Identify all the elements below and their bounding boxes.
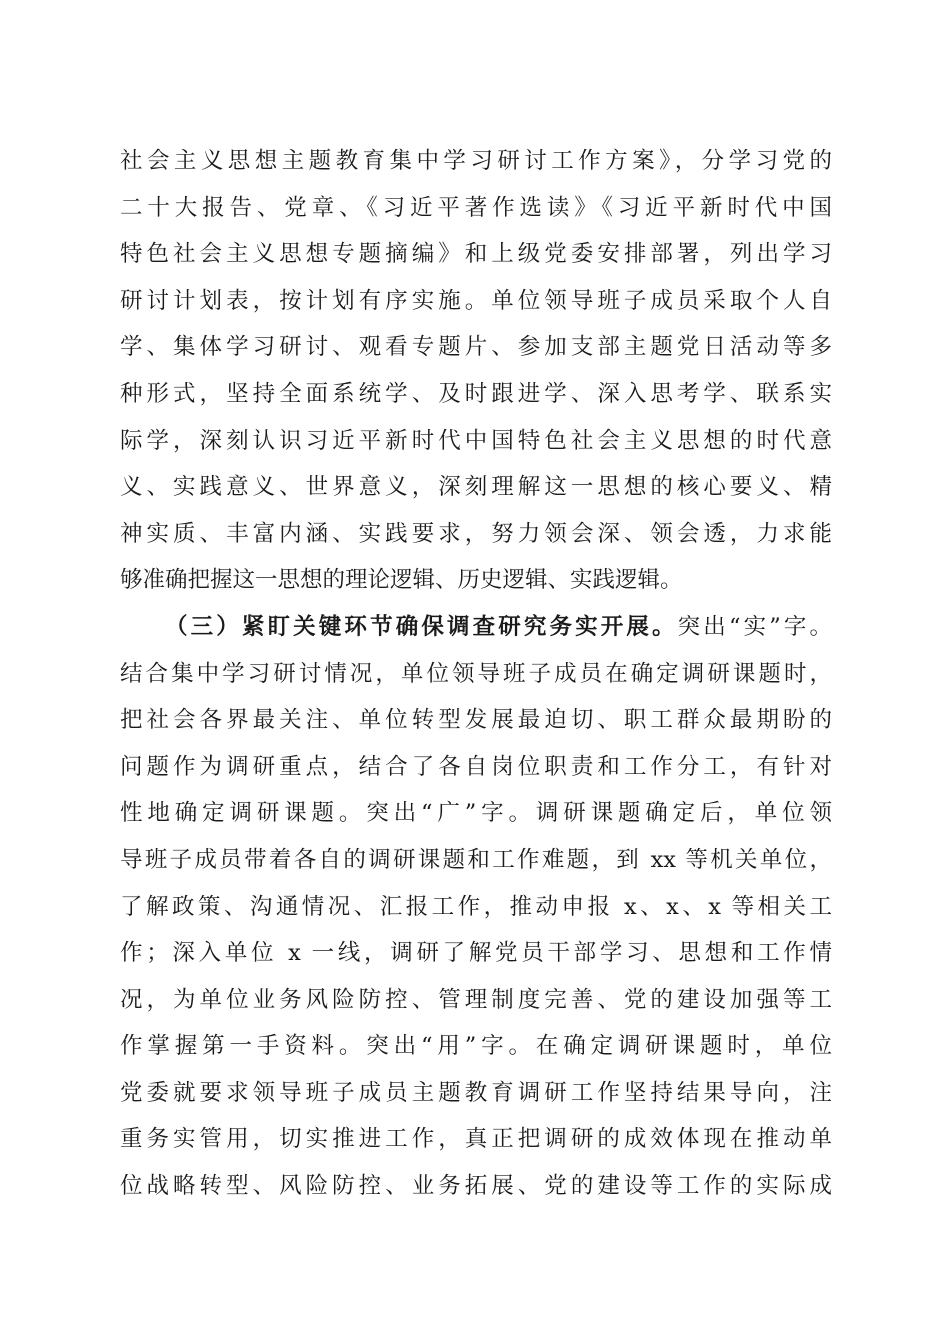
paragraph-2-first-line: [120, 604, 832, 651]
text-line: 结合集中学习研讨情况，单位领导班子成员在确定调研课题时，: [120, 660, 832, 687]
text-line: 作；深入单位 x 一线，调研了解党员干部学习、思想和工作情: [120, 940, 832, 967]
text-line: 社会主义思想主题教育集中学习研讨工作方案》，分学习党的: [120, 148, 832, 174]
text-line: 况，为单位业务风险防控、管理制度完善、党的建设加强等工: [120, 986, 832, 1013]
text-line: 神实质、丰富内涵、实践要求，努力领会深、领会透，力求能: [120, 520, 832, 547]
text-line: 学、集体学习研讨、观看专题片、参加支部主题党日活动等多: [120, 334, 832, 361]
text-line: 性地确定调研课题。突出“广”字。调研课题确定后，单位领: [120, 800, 832, 827]
text-line: 特色社会主义思想专题摘编》和上级党委安排部署，列出学习: [120, 241, 832, 268]
text-line: 党委就要求领导班子成员主题教育调研工作坚持结果导向，注: [120, 1079, 832, 1106]
text-line: 重务实管用，切实推进工作，真正把调研的成效体现在推动单: [120, 1126, 832, 1153]
document-body: [120, 138, 832, 1210]
text-line: 作掌握第一手资料。突出“用”字。在确定调研课题时，单位: [120, 1033, 832, 1060]
text-line: 够准确把握这一思想的理论逻辑、历史逻辑、实践逻辑。: [120, 567, 683, 594]
section-heading: （三）紧盯关键环节确保调查研究务实开展。: [165, 613, 678, 640]
text-line: 了解政策、沟通情况、汇报工作，推动申报 x、x、x 等相关工: [120, 893, 832, 920]
text-line: 研讨计划表，按计划有序实施。单位领导班子成员采取个人自: [120, 287, 832, 314]
text-line: 二十大报告、党章、《习近平著作选读》《习近平新时代中国: [120, 194, 832, 221]
text-line: 际学，深刻认识习近平新时代中国特色社会主义思想的时代意: [120, 427, 832, 454]
text-line: 种形式，坚持全面系统学、及时跟进学、深入思考学、联系实: [120, 380, 832, 407]
text-line: 把社会各界最关注、单位转型发展最迫切、职工群众最期盼的: [120, 707, 832, 734]
paragraph-1: [120, 138, 832, 604]
paragraph-2: [120, 604, 832, 1210]
text-line: 义、实践意义、世界意义，深刻理解这一思想的核心要义、精: [120, 474, 832, 501]
text-line: 导班子成员带着各自的调研课题和工作难题，到 xx 等机关单位，: [120, 846, 832, 873]
text-run: 突出“实”字。: [677, 613, 832, 640]
text-line: 问题作为调研重点，结合了各自岗位职责和工作分工，有针对: [120, 753, 832, 780]
text-line: 位战略转型、风险防控、业务拓展、党的建设等工作的实际成: [120, 1173, 832, 1200]
